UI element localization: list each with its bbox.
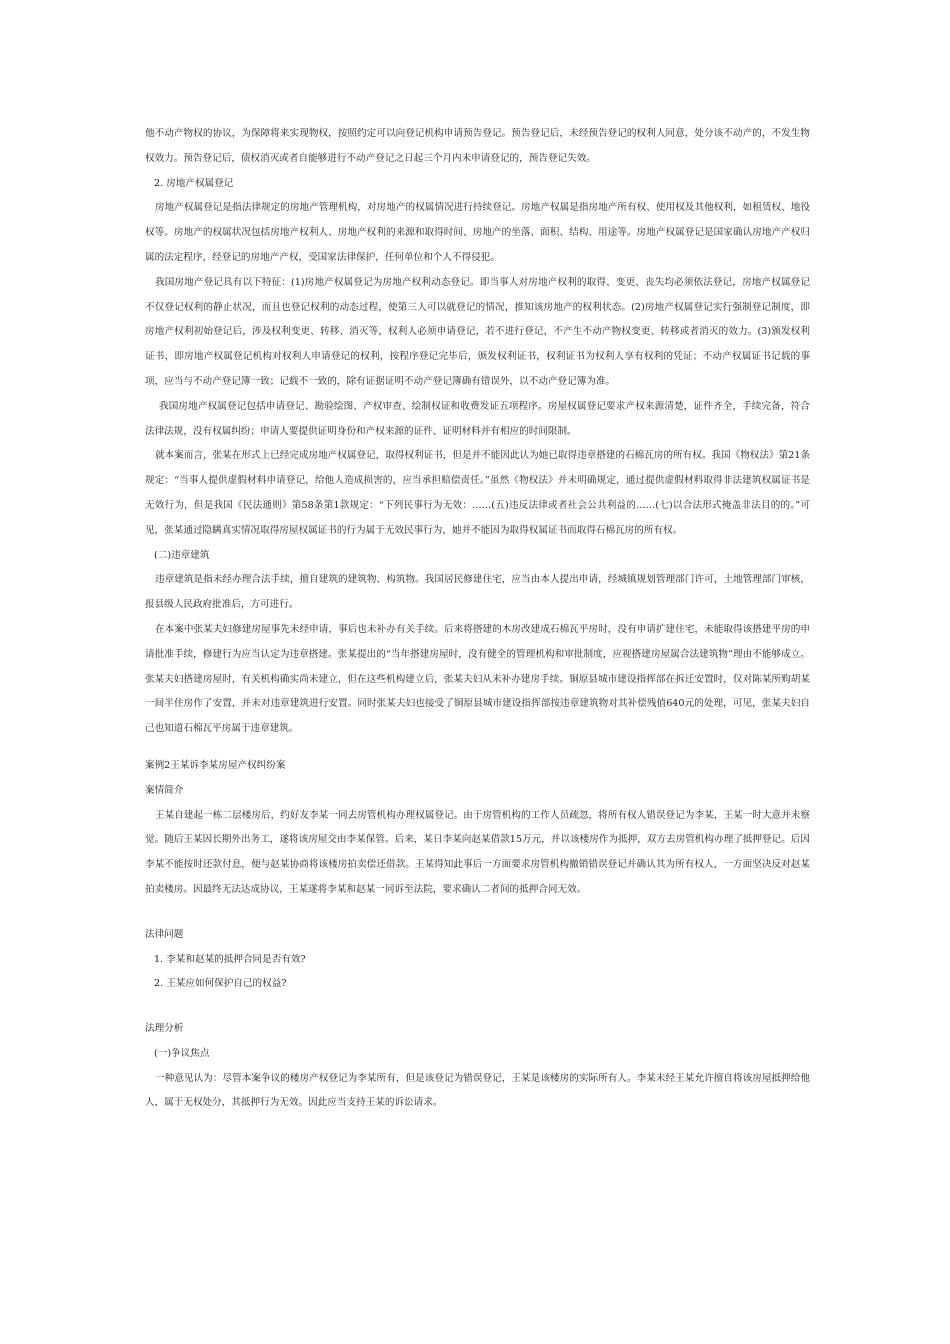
paragraph-registration-features: 我国房地产登记具有以下特征：(1)房地产权属登记为房地产权利动态登记。即当事人对房地产权利的取得、变更、丧失均必须依法登记，房地产权属登记不仅登记权利的静止状况，而且也登记权利的动态过程，使第三人可以就登记的情况，推知该房地产的权利状态。(2)房地产权属登记实行强制登记制度，即房地产权利初始登记后，涉及权利变更、转移、消灭等，权利人必须申请登记，若不进行登记，不产生不动产物权变更、转移或者消灭的效力。(3)颁发权利证书，即房地产权属登记机构对权利人申请登记的权利，按程序登记完毕后，颁发权利证书，权利证书为权利人享有权利的凭证；不动产权属证书记载的事项，应当与不动产登记簿一致；记载不一致的，除有证据证明不动产登记簿确有错误外，以不动产登记簿为准。 (145, 276, 810, 387)
dispute-focus-heading: (一)争议焦点 (154, 1047, 210, 1059)
paragraph-registration-procedures: 我国房地产权属登记包括申请登记、勘验绘图、产权审查、绘制权证和收费发证五项程序。房屋权属登记要求产权来源清楚，证件齐全，手续完备，符合法律法规，没有权属纠纷；申请人要提供证明身份和产权来源的证件、证明材料并有相应的时间限制。 (145, 400, 810, 437)
legal-question-1: 1. 李某和赵某的抵押合同是否有效? (154, 953, 306, 965)
legal-issues-heading: 法律问题 (145, 928, 184, 940)
paragraph-illegal-construction-definition: 违章建筑是指未经办理合法手续，擅自建筑的建筑物、构筑物。我国居民修建住宅，应当由本人提出申请，经城镇规划管理部门许可，土地管理部门审核，报县级人民政府批准后，方可进行。 (145, 574, 810, 611)
paragraph-illegal-construction-case: 在本案中张某夫妇修建房屋事先未经申请，事后也未补办有关手续。后来将搭建的木房改建成石棉瓦平房时，没有申请扩建住宅，未能取得该搭建平房的申请批准手续，修建行为应当认定为违章搭建。张某提出的“当年搭建房屋时，没有健全的管理机构和审批制度，应视搭建房屋属合法建筑物”理由不能够成立。张某夫妇搭建房屋时，有关机构确实尚未建立，但在这些机构建立后，张某夫妇从未补办建房手续。铜原县城市建设指挥部在拆迁安置时，仅对陈某所购胡某一间半住房作了安置，并未对违章建筑进行安置。同时张某夫妇也接受了铜原县城市建设指挥部按违章建筑物对其补偿残值640元的处理，可见，张某夫妇自己也知道石棉瓦平房属于违章建筑。 (145, 623, 810, 735)
heading-property-registration: 2. 房地产权属登记 (154, 177, 234, 189)
spacer (145, 997, 810, 1017)
paragraph-property-registration-definition: 房地产权属登记是指法律规定的房地产管理机构，对房地产的权属情况进行持续登记。房地产权属是指房地产所有权、使用权及其他权利，如租赁权、地役权等。房地产的权属状况包括房地产权利人、房地产权利的来源和取得时间、房地产的坐落、面积、结构、用途等。房地产权属登记是国家确认房地产产权归属的法定程序，经登记的房地产产权，受国家法律保护，任何单位和个人不得侵犯。 (145, 202, 810, 263)
heading-illegal-construction: (二)违章建筑 (154, 549, 210, 561)
document-page (145, 122, 810, 1116)
analysis-heading: 法理分析 (145, 1023, 184, 1035)
spacer (145, 742, 810, 754)
case2-title: 案例2王某诉李某房屋产权纠纷案 (145, 759, 286, 771)
case2-summary-heading: 案情简介 (145, 784, 184, 796)
paragraph-case2-summary: 王某自建起一栋二层楼房后，约好友李某一同去房管机构办理权属登记。由于房管机构的工作人员疏忽，将所有权人错误登记为李某，王某一时大意并未察觉。随后王某因长期外出务工，遂将该房屋交由李某保管。后来，某日李某向赵某借款15万元，并以该楼房作为抵押，双方去房管机构办理了抵押登记。后因李某不能按时还款付息，便与赵某协商将该楼房拍卖偿还借款。王某得知此事后一方面要求房管机构撤销错误登记并确认其为所有权人，一方面坚决反对赵某拍卖楼房。因最终无法达成协议，王某遂将李某和赵某一同诉至法院，要求确认二者间的抵押合同无效。 (145, 809, 810, 895)
paragraph-dispute-opinion: 一种意见认为：尽管本案争议的楼房产权登记为李某所有，但是该登记为错误登记，王某是该楼房的实际所有人。李某未经王某允许擅自将该房屋抵押给他人，属于无权处分，其抵押行为无效。因此应当支持王某的诉讼请求。 (145, 1072, 810, 1109)
spacer (145, 903, 810, 923)
paragraph-presale-registration: 他不动产物权的协议，为保障将来实现物权，按照约定可以向登记机构申请预告登记。预告登记后，未经预告登记的权利人同意，处分该不动产的，不发生物权效力。预告登记后，债权消灭或者自能够进行不动产登记之日起三个月内未申请登记的，预告登记失效。 (145, 128, 810, 164)
paragraph-case-application: 就本案而言，张某在形式上已经完成房地产权属登记，取得权利证书，但是并不能因此认为她已取得违章搭建的石棉瓦房的所有权。我国《物权法》第21条规定：“当事人提供虚假材料申请登记，给他人造成损害的，应当承担赔偿责任。”虽然《物权法》并未明确规定，通过提供虚假材料取得非法建筑权属证书是无效行为，但是我国《民法通则》第58条第1款规定：“下列民事行为无效：……(五)违反法律或者社会公共利益的……(七)以合法形式掩盖非法目的的。”可见，张某通过隐瞒真实情况取得房屋权属证书的行为属于无效民事行为，她并不能因为取得权属证书而取得石棉瓦房的所有权。 (145, 450, 810, 536)
legal-question-2: 2. 王某应如何保护自己的权益? (154, 978, 287, 990)
